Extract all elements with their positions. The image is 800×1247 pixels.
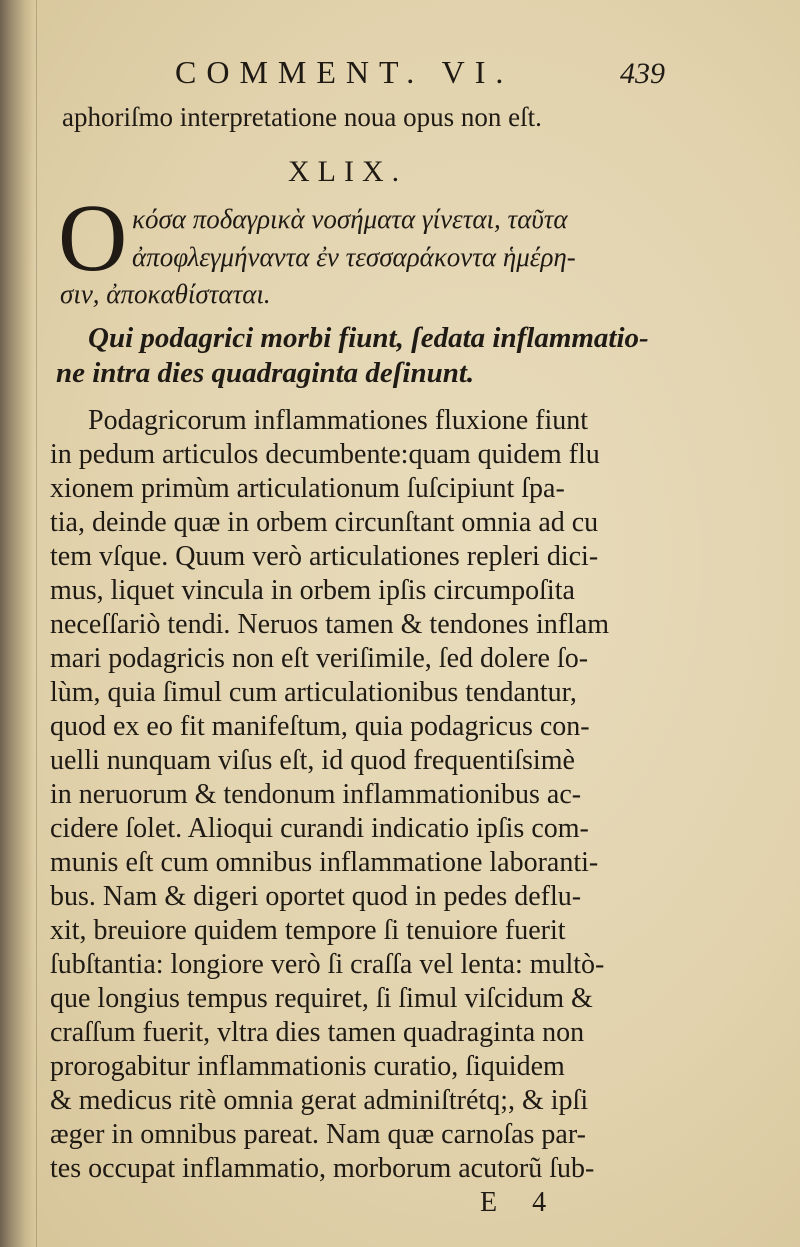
greek-text-line: ἀποφλεγμήναντα ἐν τεσσαράκοντα ἡμέρη- bbox=[132, 242, 576, 272]
commentary-line: munis eſt cum omnibus inflammatione laboranti- bbox=[50, 847, 599, 878]
latin-translation-line: Qui podagrici morbi fiunt, ſedata inflammatio- bbox=[88, 322, 649, 354]
commentary-line: craſſum fuerit, vltra dies tamen quadraginta non bbox=[50, 1017, 585, 1048]
commentary-line: lùm, quia ſimul cum articulationibus tendantur, bbox=[50, 677, 577, 708]
commentary-line: tem vſque. Quum verò articulationes repleri dici- bbox=[50, 541, 599, 572]
commentary-line: xit, breuiore quidem tempore ſi tenuiore fuerit bbox=[50, 915, 566, 946]
signature-mark: E 4 bbox=[480, 1187, 561, 1218]
commentary-line: tes occupat inflammatio, morborum acutorũ ſub- bbox=[50, 1153, 595, 1184]
greek-text-line: κόσα ποδαγρικὰ νοσήματα γίνεται, ταῦτα bbox=[132, 204, 568, 234]
page-number: 439 bbox=[620, 57, 665, 90]
commentary-line: bus. Nam & digeri oportet quod in pedes deflu- bbox=[50, 881, 582, 912]
commentary-line: & medicus ritè omnia gerat adminiſtrétq;, & ipſi bbox=[50, 1085, 589, 1116]
commentary-line: tia, deinde quæ in orbem circunſtant omnia ad cu bbox=[50, 507, 599, 538]
page-gutter-shadow bbox=[0, 0, 34, 1247]
gutter-edge bbox=[36, 0, 37, 1247]
latin-translation-line: ne intra dies quadraginta deſinunt. bbox=[56, 357, 475, 389]
commentary-line: in pedum articulos decumbente:quam quidem flu bbox=[50, 439, 600, 470]
commentary-line: uelli nunquam viſus eſt, id quod frequentiſsimè bbox=[50, 745, 575, 776]
commentary-line: que longius tempus requiret, ſi ſimul viſcidum & bbox=[50, 983, 593, 1014]
continuation-line: aphoriſmo interpretatione noua opus non eſt. bbox=[62, 102, 542, 132]
running-head: COMMENT. VI. bbox=[175, 54, 514, 90]
greek-drop-cap: O bbox=[58, 184, 128, 291]
commentary-line: mari podagricis non eſt veriſimile, ſed dolere ſo- bbox=[50, 643, 589, 674]
commentary-line: xionem primùm articulationum ſuſcipiunt ſpa- bbox=[50, 473, 565, 504]
aphorism-number: XLIX. bbox=[288, 155, 408, 188]
commentary-line: quod ex eo fit manifeſtum, quia podagricus con- bbox=[50, 711, 590, 742]
commentary-line: mus, liquet vincula in orbem ipſis circumpoſita bbox=[50, 575, 575, 606]
commentary-line: cidere ſolet. Alioqui curandi indicatio ipſis com- bbox=[50, 813, 589, 844]
commentary-line: Podagricorum inflammationes fluxione fiunt bbox=[88, 405, 589, 436]
commentary-line: in neruorum & tendonum inflammationibus ac- bbox=[50, 779, 582, 810]
commentary-line: neceſſariò tendi. Neruos tamen & tendones inflam bbox=[50, 609, 610, 640]
commentary-line: prorogabitur inflammationis curatio, ſiquidem bbox=[50, 1051, 565, 1082]
commentary-line: ſubſtantia: longiore verò ſi craſſa vel lenta: multò- bbox=[50, 949, 605, 980]
greek-text-line: σιν, ἀποκαθίσταται. bbox=[60, 279, 271, 309]
commentary-line: æger in omnibus pareat. Nam quæ carnoſas par- bbox=[50, 1119, 586, 1150]
